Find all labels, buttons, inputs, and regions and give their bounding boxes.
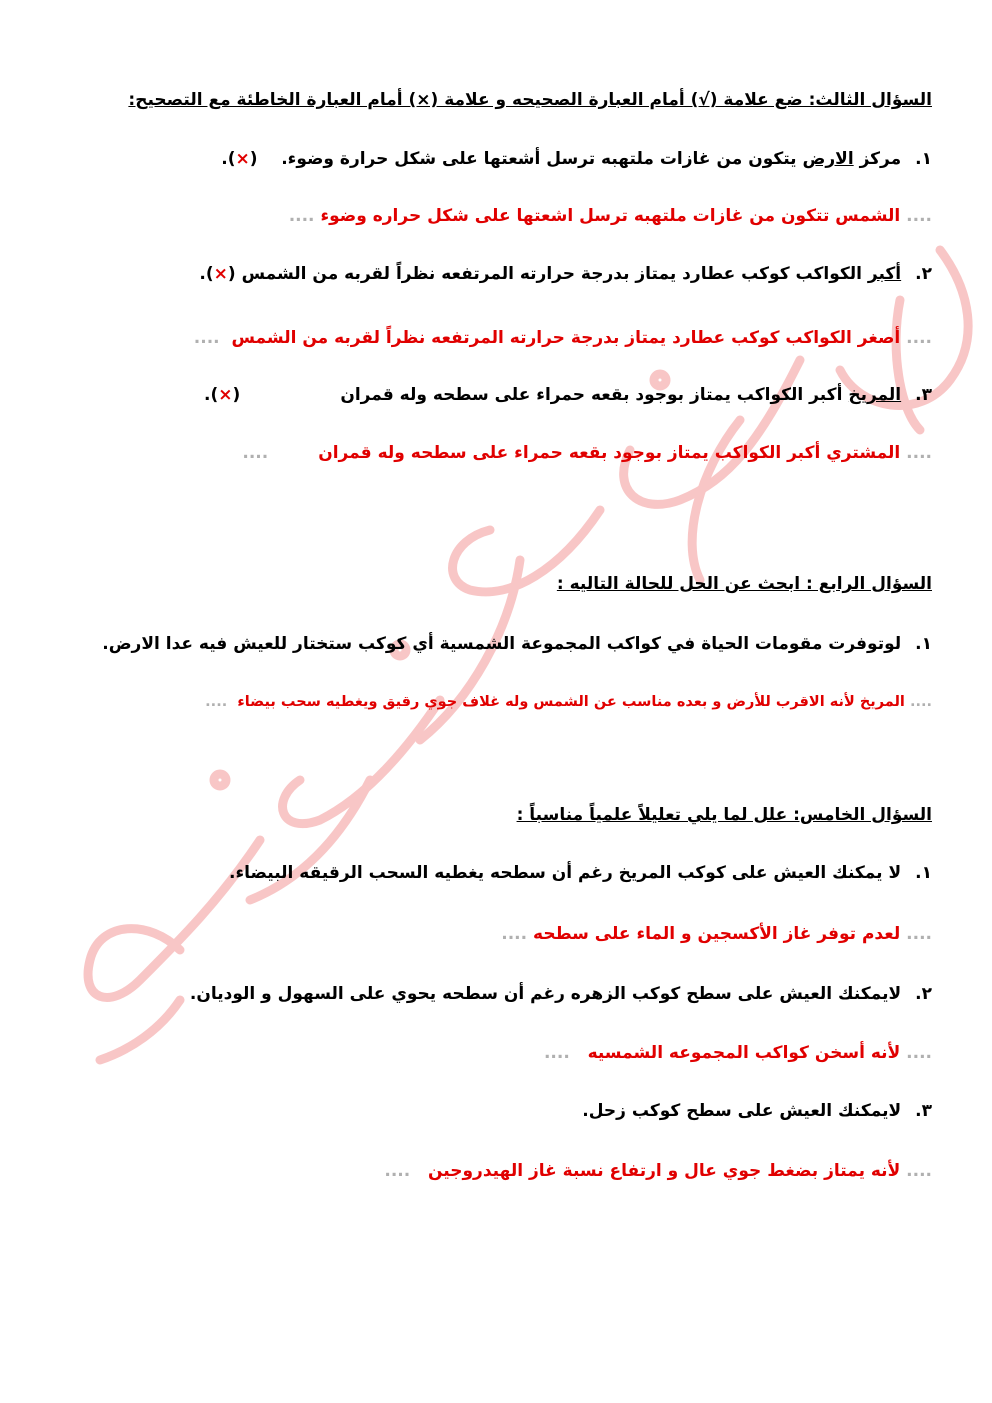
q3-item-2 — [199, 261, 932, 287]
item-number: ٣. — [915, 1101, 932, 1121]
q4-answer-1 — [205, 689, 932, 715]
answer-mark — [204, 385, 240, 405]
q5-item-1 — [229, 860, 932, 886]
q3-answer-2 — [194, 325, 932, 351]
dots-trailing: .... — [501, 924, 528, 944]
dots-leading: .... — [906, 924, 932, 944]
q5-answer-2 — [544, 1040, 932, 1066]
mark-close: ). — [204, 385, 219, 405]
dots-trailing: .... — [543, 1043, 570, 1063]
item-number: ١. — [915, 634, 932, 654]
answer-mark — [199, 264, 241, 284]
q3-answer-1 — [289, 203, 932, 229]
q3-item-3 — [204, 382, 932, 408]
mark-close: ). — [221, 149, 236, 169]
q4-item-1 — [102, 631, 932, 657]
mark-open: ( — [249, 149, 258, 169]
statement-text: لا يمكنك العيش على كوكب المريخ رغم أن سطحه يغطيه السحب الرقيقه البيضاء. — [229, 863, 902, 883]
q3-item-1 — [221, 146, 932, 172]
cross-mark-icon: × — [235, 149, 250, 169]
item-number: ٢. — [915, 984, 932, 1004]
answer-text: أصغر الكواكب كوكب عطارد يمتاز بدرجة حرارته المرتفعه نظراً لقربه من الشمس — [231, 328, 901, 348]
dots-trailing: .... — [193, 328, 220, 348]
statement-post: أكبر الكواكب يمتاز بوجود بقعه حمراء على سطحه وله قمران — [340, 385, 849, 405]
q5-item-2 — [190, 981, 932, 1007]
answer-text: المشتري أكبر الكواكب يمتاز بوجود بقعه حمراء على سطحه وله قمران — [318, 443, 901, 463]
dots-trailing: .... — [288, 206, 315, 226]
statement-underlined: أكبر — [867, 264, 902, 284]
answer-text: لأنه يمتاز بضغط جوي عال و ارتفاع نسبة غاز الهيدروجين — [428, 1161, 901, 1181]
dots-leading: .... — [909, 694, 932, 710]
q5-item-3 — [582, 1098, 932, 1124]
dots-leading: .... — [906, 1043, 932, 1063]
dots-trailing: .... — [205, 694, 228, 710]
answer-text: لعدم توفر غاز الأكسجين و الماء على سطحه — [533, 924, 901, 944]
statement-text: لايمكنك العيش على سطح كوكب زحل. — [582, 1101, 902, 1121]
mark-close: ). — [199, 264, 214, 284]
mark-open: ( — [227, 264, 242, 284]
item-number: ٢. — [915, 264, 932, 284]
item-number: ٣. — [915, 385, 932, 405]
dots-leading: .... — [906, 1161, 932, 1181]
statement-underlined: المريخ — [848, 385, 902, 405]
q5-answer-3 — [384, 1158, 932, 1184]
q5-answer-1 — [501, 921, 932, 947]
statement-post: الكواكب كوكب عطارد يمتاز بدرجة حرارته المرتفعه نظراً لقربه من الشمس — [241, 264, 868, 284]
statement-text: لوتوفرت مقومات الحياة في كواكب المجموعة الشمسية أي كوكب ستختار للعيش فيه عدا الارض. — [102, 634, 902, 654]
mark-open: ( — [232, 385, 241, 405]
statement-post: يتكون من غازات ملتهبه ترسل أشعتها على شكل حرارة وضوء. — [281, 149, 803, 169]
statement-underlined: الارض — [802, 149, 854, 169]
q5-heading: السؤال الخامس: علل لما يلي تعليلاً علمياً مناسباً : — [516, 805, 932, 825]
dots-trailing: .... — [242, 443, 269, 463]
answer-text: الشمس تتكون من غازات ملتهبه ترسل اشعتها على شكل حراره وضوء — [320, 206, 901, 226]
q3-answer-3 — [242, 440, 932, 466]
cross-mark-icon: × — [218, 385, 233, 405]
cross-mark-icon: × — [213, 264, 228, 284]
answer-mark — [221, 149, 257, 169]
dots-leading: .... — [906, 443, 932, 463]
item-number: ١. — [915, 149, 932, 169]
statement-pre: مركز — [853, 149, 902, 169]
dots-leading: .... — [906, 328, 932, 348]
statement-text: لايمكنك العيش على سطح كوكب الزهره رغم أن سطحه يحوي على السهول و الوديان. — [189, 984, 902, 1004]
q3-heading: السؤال الثالث: ضع علامة (√) أمام العبارة الصحيحه و علامة (×) أمام العبارة الخاطئة مع التصحيح: — [128, 90, 932, 110]
answer-text: لأنه أسخن كواكب المجموعه الشمسيه — [587, 1043, 901, 1063]
dots-leading: .... — [906, 206, 932, 226]
q4-heading: السؤال الرابع : ابحث عن الحل للحالة التاليه : — [556, 574, 932, 594]
answer-text: المريخ لأنه الاقرب للأرض و بعده مناسب عن الشمس وله غلاف جوي رقيق ويغطيه سحب بيضاء — [237, 694, 905, 710]
dots-trailing: .... — [384, 1161, 411, 1181]
item-number: ١. — [915, 863, 932, 883]
